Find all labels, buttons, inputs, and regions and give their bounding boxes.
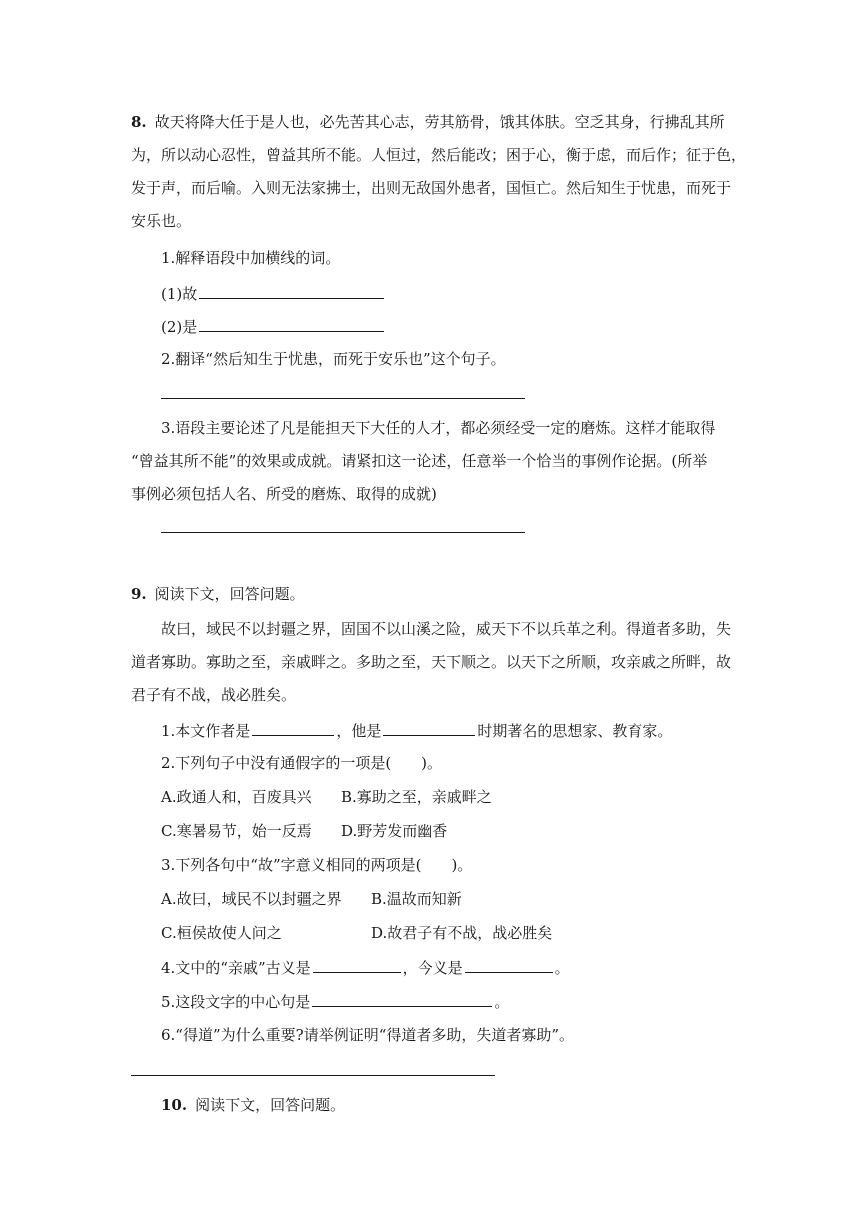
q9-sub3-options-row-1: [161, 889, 761, 909]
q9-passage-line-2: 道者寡助。寡助之至，亲戚畔之。多助之至，天下顺之。以天下之所顺，攻亲戚之所畔，故: [131, 653, 732, 671]
q9-passage-line-3: 君子有不战，战必胜矣。: [131, 686, 297, 704]
q8-passage-line-1: [131, 112, 731, 132]
q9-sub5: [161, 991, 761, 1012]
q10-heading: [161, 1095, 761, 1115]
q8-sub1-a-label: (1)故: [161, 285, 198, 303]
q9-sub6-prompt: 6.“得道”为什么重要?请举例证明“得道者多助，失道者寡助”。: [161, 1026, 575, 1044]
q8-passage-text-1: 故天将降大任于是人也，必先苦其心志，劳其筋骨，饿其体肤。空乏其身，行拂乱其所: [154, 113, 725, 131]
q9-sub3-option-a[interactable]: A.故曰，域民不以封疆之界: [161, 890, 342, 908]
q9-sub2-prompt: 2.下列句子中没有通假字的一项是( )。: [161, 754, 443, 772]
q8-sub1-a: [161, 283, 761, 304]
q8-sub2-answer-line[interactable]: [161, 398, 525, 399]
q9-sub4-suffix: 。: [554, 959, 570, 977]
q8-sub3-line-2: “曾益其所不能”的效果或成就。请紧扣这一论述，任意举一个恰当的事例作论据。(所举: [131, 452, 708, 470]
q9-intro: 阅读下文，回答问题。: [154, 585, 305, 603]
q9-sub1-middle: ，他是: [336, 722, 382, 740]
q8-passage-line-4: 安乐也。: [131, 212, 192, 230]
q9-sub2-option-a[interactable]: A.政通人和，百废具兴: [161, 788, 312, 806]
q9-sub1: [161, 720, 761, 741]
q8-sub1-b-answer-blank[interactable]: [199, 316, 384, 332]
q9-passage-line-1: 故曰，域民不以封疆之界，固国不以山溪之险，威天下不以兵革之利。得道者多助，失: [161, 620, 732, 638]
q9-sub3-option-b[interactable]: B.温故而知新: [371, 890, 462, 908]
q9-sub4: [161, 957, 761, 978]
q9-sub1-author-blank[interactable]: [252, 720, 334, 736]
q10-number: 10.: [161, 1096, 188, 1114]
q9-sub3-prompt: 3.下列各句中“故”字意义相同的两项是( )。: [161, 856, 473, 874]
q8-sub1-prompt: 1.解释语段中加横线的词。: [161, 249, 341, 267]
q9-sub1-prefix: 1.本文作者是: [161, 722, 251, 740]
q8-sub1-a-answer-blank[interactable]: [199, 283, 384, 299]
q8-sub2-prompt: 2.翻译“然后知生于忧患，而死于安乐也”这个句子。: [161, 350, 506, 368]
q8-sub1-b-label: (2)是: [161, 318, 198, 336]
q9-sub4-ancient-meaning-blank[interactable]: [313, 957, 401, 973]
q9-sub4-modern-meaning-blank[interactable]: [465, 957, 553, 973]
q9-sub2-option-c[interactable]: C.寒暑易节，始一反焉: [161, 822, 312, 840]
q9-sub4-prefix: 4.文中的“亲戚”古义是: [161, 959, 311, 977]
q9-sub5-prefix: 5.这段文字的中心句是: [161, 993, 311, 1011]
q9-heading: [131, 584, 731, 604]
q8-number: 8.: [131, 113, 147, 131]
q9-sub3-option-c[interactable]: C.桓侯故使人问之: [161, 924, 282, 942]
q9-sub3-option-d[interactable]: D.故君子有不战，战必胜矣: [371, 924, 553, 942]
q8-sub1-b: [161, 316, 761, 337]
q9-sub3-options-row-2: [161, 923, 761, 943]
q8-passage-line-2: 为，所以动心忍性，曾益其所不能。人恒过，然后能改；困于心，衡于虑，而后作；征于色，: [131, 146, 747, 164]
q9-sub2-option-b[interactable]: B.寡助之至，亲戚畔之: [341, 788, 492, 806]
q9-sub2-options-row-2: [161, 821, 761, 841]
q8-sub3-line-1: 3.语段主要论述了凡是能担天下大任的人才，都必须经受一定的磨炼。这样才能取得: [161, 419, 716, 437]
q9-sub2-options-row-1: [161, 787, 761, 807]
q9-sub1-period-blank[interactable]: [383, 720, 475, 736]
q9-sub6-answer-line[interactable]: [131, 1075, 495, 1076]
q9-number: 9.: [131, 585, 147, 603]
q9-sub5-central-sentence-blank[interactable]: [312, 991, 492, 1007]
q8-sub3-answer-line[interactable]: [161, 532, 525, 533]
q9-sub4-middle: ，今义是: [402, 959, 463, 977]
q9-sub2-option-d[interactable]: D.野芳发而幽香: [341, 822, 448, 840]
q9-sub1-suffix: 时期著名的思想家、教育家。: [477, 722, 673, 740]
q10-intro: 阅读下文，回答问题。: [195, 1096, 346, 1114]
q8-passage-line-3: 发于声，而后喻。入则无法家拂士，出则无敌国外患者，国恒亡。然后知生于忧患，而死于: [131, 179, 732, 197]
q8-sub3-line-3: 事例必须包括人名、所受的磨炼、取得的成就): [131, 485, 437, 503]
q9-sub5-suffix: 。: [494, 993, 510, 1011]
